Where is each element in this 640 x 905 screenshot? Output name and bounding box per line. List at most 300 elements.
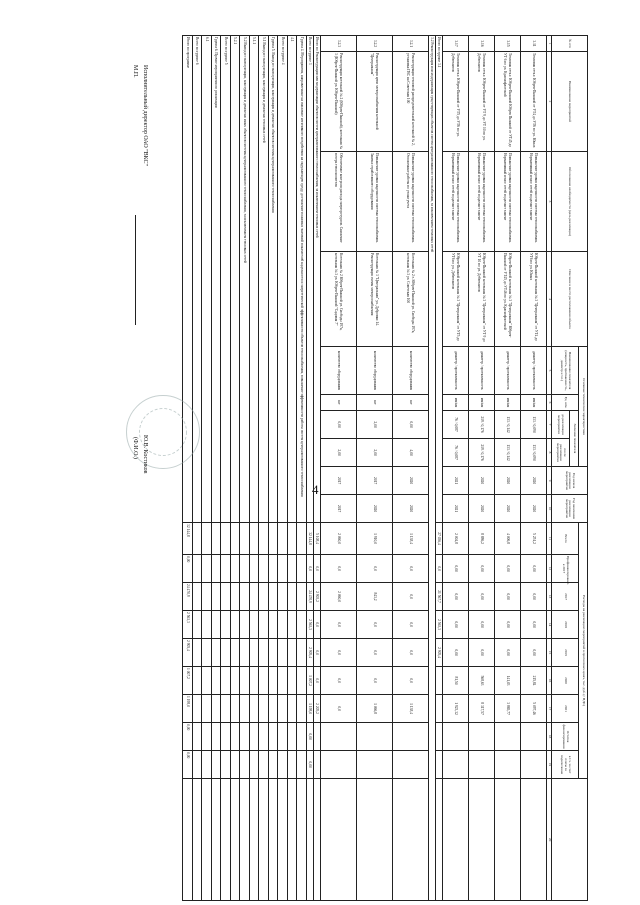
cell-y18: 0,0	[393, 611, 429, 639]
total-paid: 0,0	[436, 555, 443, 583]
cell-where: Юбрея-Пышной котельная № 3 "Центральная" от УТ5 до УТ6 по ул. Дебютантов	[443, 252, 469, 347]
empty-cell	[221, 695, 231, 723]
empty-cell: 0,00	[183, 723, 193, 751]
cell-unit: шт	[357, 395, 393, 411]
empty-cell	[288, 583, 298, 611]
cell-param: диаметр / протяженность	[521, 347, 547, 395]
cell-end: 2021	[443, 495, 469, 523]
total-y19: 2 905,4	[307, 639, 314, 667]
total-conn: 0,00	[307, 751, 314, 779]
empty-cell: 2 905,4	[183, 639, 193, 667]
table-row	[443, 36, 469, 901]
cell-total: 1 910,0	[357, 523, 393, 555]
empty-cell	[288, 555, 298, 583]
empty-cell: 2 563,3	[183, 611, 193, 639]
cell-before: 0,00	[321, 411, 357, 439]
empty-cell	[231, 695, 241, 723]
cell-before: 133 / 0,090	[521, 411, 547, 439]
cell-end: 2020	[521, 495, 547, 523]
empty-cell	[297, 667, 307, 695]
signature-mp: М.П.	[132, 65, 138, 78]
cell-y21: 8 317,57	[469, 695, 495, 723]
cell-spare	[321, 779, 357, 901]
cell-y17: 843,2	[357, 583, 393, 611]
col-number: 9	[547, 467, 552, 495]
total-y20: 1 007,2	[307, 667, 314, 695]
cell-conn	[443, 751, 469, 779]
cell-start: 2017	[321, 467, 357, 495]
empty-cell	[250, 555, 260, 583]
empty-cell	[231, 583, 241, 611]
empty-cell	[183, 779, 193, 901]
empty-cell	[240, 751, 250, 779]
cell-conn	[357, 751, 393, 779]
empty-cell	[221, 583, 231, 611]
empty-cell: 1 198,0	[183, 695, 193, 723]
total-total: 5 108,4	[314, 523, 321, 555]
cell-total: 2 004,8	[443, 523, 469, 555]
cell-name: Реконструкция цепи электроснабжения котельной "Центральная"	[357, 52, 393, 152]
cell-where: Котельная № 3 "Центральная" ул. Дубровки 14. Реконструкция схемы электроснабжения	[357, 252, 393, 347]
empty-section-row	[183, 36, 193, 901]
empty-cell	[259, 611, 269, 639]
empty-cell	[202, 611, 212, 639]
empty-section-label: Группа 6. Прочие мероприятия по реализации	[212, 36, 222, 523]
cell-unit: шт	[321, 395, 357, 411]
total-y20	[436, 667, 443, 695]
cell-y19: 0,0	[321, 639, 357, 667]
empty-cell	[250, 723, 260, 751]
total-total: 32 144,8	[307, 523, 314, 555]
col-number: 1	[547, 36, 552, 52]
cell-start: 2020	[521, 467, 547, 495]
empty-cell	[269, 751, 279, 779]
empty-section-row	[250, 36, 260, 901]
empty-cell	[259, 555, 269, 583]
cell-y21: 3 865,77	[495, 695, 521, 723]
col-total: Всего	[552, 523, 579, 555]
cell-n: 3.15	[495, 36, 521, 52]
cell-after: 4,00	[393, 439, 429, 467]
cell-start: 2020	[469, 467, 495, 495]
empty-cell	[269, 523, 279, 555]
cell-after: 133 / 0,142	[495, 439, 521, 467]
empty-section-row	[240, 36, 250, 901]
col-after: после реализации мероприятия	[552, 439, 570, 467]
empty-cell	[297, 723, 307, 751]
total-conn	[436, 751, 443, 779]
col-number: 13	[547, 583, 552, 611]
cell-where: Котельная № 2 Юбрея-Пышной ул. Свободы 197а, котельная № 3 ул. Юбрея-Пышной "Садовая 7"	[321, 252, 357, 347]
col-number: 17	[547, 695, 552, 723]
total-y17: 21 567,7	[436, 583, 443, 611]
empty-cell	[193, 555, 203, 583]
cell-spare	[521, 779, 547, 901]
cell-end: 2020	[495, 495, 521, 523]
col-number: 18	[547, 723, 552, 751]
cell-param: диаметр / протяженность	[495, 347, 521, 395]
empty-cell	[193, 751, 203, 779]
col-where: Описание и место расположения объекта	[552, 252, 588, 347]
col-rest: Остаток финансирования	[552, 723, 579, 751]
col-group-cost: Расходы на реализацию мероприятий в прогнозных ценах, тыс. руб. (с НДС)	[579, 523, 588, 779]
col-number: 11	[547, 523, 552, 555]
cell-spare	[307, 779, 314, 901]
cell-y19: 0,00	[469, 639, 495, 667]
cell-where: Юбрея-Пышной котельная № 3 "Центральная" от УТ 9 до УТ 10 по ул. Дебютантов	[469, 252, 495, 347]
empty-cell	[250, 779, 260, 901]
empty-cell	[202, 723, 212, 751]
empty-section-row	[231, 36, 241, 901]
col-y20: 2020	[552, 667, 579, 695]
cell-why: Обеспечение контроля расхода энергоресурсов. Снижение потерь теплоносителя	[321, 152, 357, 252]
cell-after: 219 / 0,176	[469, 439, 495, 467]
cell-y20: 568,63	[469, 667, 495, 695]
empty-cell	[259, 695, 269, 723]
empty-cell	[259, 779, 269, 901]
empty-cell	[212, 723, 222, 751]
cell-spare	[393, 779, 429, 901]
table-row	[321, 36, 357, 901]
empty-cell	[269, 611, 279, 639]
total-conn	[314, 751, 321, 779]
total-y18: 2 563,3	[436, 611, 443, 639]
empty-cell	[193, 523, 203, 555]
empty-cell	[259, 639, 269, 667]
cell-start: 2020	[393, 467, 429, 495]
empty-cell	[269, 639, 279, 667]
empty-cell	[231, 523, 241, 555]
empty-cell	[278, 639, 288, 667]
empty-cell	[212, 779, 222, 901]
cell-name: Тепловая сеть г. Юбрея-Пышной Юбрея Пышной от УТ45 до УТ 6 по ул. Краснофлотской	[495, 52, 521, 152]
empty-cell	[288, 723, 298, 751]
empty-cell	[221, 667, 231, 695]
cell-name: Реконструкция котельной № 2 (Юбрея-Пышной), котельная № 3 (Юбрея-Пышной ул. Юбрея-Пышной)	[321, 52, 357, 152]
cell-total: 2 060,0	[321, 523, 357, 555]
col-number: 7	[547, 411, 552, 439]
cell-total: 5 251,2	[521, 523, 547, 555]
empty-cell	[202, 667, 212, 695]
cell-n: 3.11	[521, 36, 547, 52]
empty-cell	[278, 751, 288, 779]
cell-n: 3.2.2	[357, 36, 393, 52]
cell-why: Повышение уровня надежности системы теплоснабжения. Нормативный износ сетей подлежит замене	[495, 152, 521, 252]
cell-end: 2020	[357, 495, 393, 523]
empty-cell	[240, 695, 250, 723]
empty-section-label: Всего по группе 4	[278, 36, 288, 523]
col-number: 16	[547, 667, 552, 695]
empty-cell	[231, 639, 241, 667]
empty-section-label: 5.1 Вывод из эксплуатации, консервация и демонтаж тепловых сетей	[259, 36, 269, 523]
empty-section-row	[278, 36, 288, 901]
empty-section-row	[212, 36, 222, 901]
col-name: Наименование мероприятий	[552, 52, 588, 152]
col-conn: в т.ч. за счет платы за подключение	[552, 751, 579, 779]
empty-cell	[193, 667, 203, 695]
col-group-value: Значение показателя	[570, 411, 579, 467]
total-rest	[436, 723, 443, 751]
cell-unit: мм/км	[443, 395, 469, 411]
cell-start: 2021	[443, 467, 469, 495]
cell-spare	[357, 779, 393, 901]
cell-after: 2,00	[321, 439, 357, 467]
col-number: 8	[547, 439, 552, 467]
cell-where: Котельная № 2 г. Юбрея-Пышной ул. Свободы 197а, котельная № 3 ул. Советская 100	[393, 252, 429, 347]
empty-cell	[212, 523, 222, 555]
cell-y17: 0,0	[393, 583, 429, 611]
cell-before: 219 / 0,176	[469, 411, 495, 439]
cell-y21: 1 138,4	[393, 695, 429, 723]
empty-cell	[278, 523, 288, 555]
empty-cell	[288, 611, 298, 639]
empty-cell	[212, 555, 222, 583]
cell-name: Тепловая сеть г. Юбрея-Пышной от УТ 9 до УТ 10 по ул. Дебютантов	[469, 52, 495, 152]
empty-cell	[259, 751, 269, 779]
total-row	[314, 36, 321, 901]
table-row	[357, 36, 393, 901]
col-start: Год начала реализации мероприятия	[552, 467, 588, 495]
cell-y19: 0,00	[495, 639, 521, 667]
cell-y17: 0,00	[469, 583, 495, 611]
empty-cell	[250, 611, 260, 639]
empty-cell	[297, 695, 307, 723]
col-group-main: Основные технические характеристики	[579, 347, 588, 467]
empty-cell	[278, 695, 288, 723]
empty-section-row	[269, 36, 279, 901]
total-row	[307, 36, 314, 901]
empty-cell	[240, 639, 250, 667]
total-y20: 0,0	[314, 667, 321, 695]
cell-rest	[321, 723, 357, 751]
empty-cell	[259, 523, 269, 555]
empty-cell	[259, 583, 269, 611]
cell-before: 0,00	[393, 411, 429, 439]
cell-after: 76 / 0,087	[443, 439, 469, 467]
cell-y20: 141,03	[495, 667, 521, 695]
empty-cell	[231, 667, 241, 695]
cell-conn	[469, 751, 495, 779]
total-y19: 0,0	[314, 639, 321, 667]
total-label: Всего по группе 3	[307, 36, 314, 523]
signature-position: Исполнительный директор ОАО "ВКС"	[142, 65, 148, 166]
cell-n: 3.17	[443, 36, 469, 52]
cell-before: 2,00	[357, 411, 393, 439]
cell-start: 2017	[357, 467, 393, 495]
col-y19: 2019	[552, 639, 579, 667]
cell-n: 3.16	[469, 36, 495, 52]
cell-y21: 1 066,8	[357, 695, 393, 723]
cell-y20: 0,0	[321, 667, 357, 695]
cell-after: 2,00	[357, 439, 393, 467]
cell-y21: 5 097,46	[521, 695, 547, 723]
cell-param: количество оборудования	[393, 347, 429, 395]
total-y17: 24 470,9	[307, 583, 314, 611]
empty-cell	[193, 611, 203, 639]
signature-line	[135, 215, 142, 325]
cell-paid: 0,00	[443, 555, 469, 583]
cell-why: Повышение уровня надежности системы теплоснабжения. Нормативный износ сетей подлежит замене	[443, 152, 469, 252]
empty-section-label: Группа 5. Вывод из эксплуатации, консервация и демонтаж объектов системы централизованного теплоснабжения	[269, 36, 279, 523]
empty-cell	[231, 779, 241, 901]
table-row	[393, 36, 429, 901]
cell-end: 2020	[393, 495, 429, 523]
col-number: 19	[547, 751, 552, 779]
empty-cell	[202, 523, 212, 555]
empty-cell	[250, 695, 260, 723]
col-y18: 2018	[552, 611, 579, 639]
cell-why: Повышение уровня надежности системы теплоснабжения. Отложенные работы по узлам учета	[393, 152, 429, 252]
empty-cell	[288, 667, 298, 695]
empty-cell: 0,00	[183, 751, 193, 779]
cell-y17: 0,00	[495, 583, 521, 611]
empty-cell	[297, 583, 307, 611]
empty-cell	[297, 523, 307, 555]
cell-spare	[443, 779, 469, 901]
total-y21	[436, 695, 443, 723]
empty-cell	[212, 751, 222, 779]
empty-cell	[259, 723, 269, 751]
cell-unit: мм/км	[495, 395, 521, 411]
empty-section-label: Всего по группе 6	[193, 36, 203, 523]
empty-cell	[212, 611, 222, 639]
cell-n: 3.2.3	[321, 36, 357, 52]
total-label: Итого по группе 3.1	[436, 36, 443, 523]
empty-cell: 0,00	[183, 555, 193, 583]
empty-cell	[202, 639, 212, 667]
empty-cell	[231, 723, 241, 751]
col-number: 12	[547, 555, 552, 583]
cell-name: Реконструкция тепловой распределительной котельной № 2, установка ГВС на Советская 100	[393, 52, 429, 152]
empty-cell	[240, 723, 250, 751]
cell-before: 133 / 0,142	[495, 411, 521, 439]
table-row	[469, 36, 495, 901]
cell-y20: 0,0	[357, 667, 393, 695]
empty-cell	[240, 583, 250, 611]
cell-param: диаметр / протяженность	[443, 347, 469, 395]
empty-cell	[202, 555, 212, 583]
empty-section-row	[221, 36, 231, 901]
cell-y17: 2 060,0	[321, 583, 357, 611]
empty-section-row	[297, 36, 307, 901]
total-paid: 0,0	[307, 555, 314, 583]
empty-cell	[240, 523, 250, 555]
empty-section-label: 5.2.1	[231, 36, 241, 523]
investment-table	[118, 35, 588, 900]
cell-paid: 0,0	[393, 555, 429, 583]
empty-cell	[297, 555, 307, 583]
total-rest	[314, 723, 321, 751]
empty-cell	[278, 779, 288, 901]
empty-cell	[202, 779, 212, 901]
empty-cell	[269, 583, 279, 611]
cell-why: Повышение уровня надежности системы теплоснабжения. Нормативный износ сетей подлежит замене	[521, 152, 547, 252]
col-paid: Профинансировано к 2017	[552, 555, 579, 583]
cell-unit: мм/км	[521, 395, 547, 411]
cell-param: количество оборудования	[357, 347, 393, 395]
total-y17: 2 903,2	[314, 583, 321, 611]
cell-y20: 215,84	[521, 667, 547, 695]
col-number: 6	[547, 395, 552, 411]
cell-param: количество оборудования	[321, 347, 357, 395]
page-number: 4	[312, 482, 319, 497]
empty-cell	[288, 523, 298, 555]
cell-y21: 0,0	[321, 695, 357, 723]
cell-y18: 0,0	[357, 611, 393, 639]
col-end: Год окончания реализации мероприятия	[552, 495, 588, 523]
empty-section-label: 5.2 Вывод из эксплуатации, консервация и демонтаж иных объектов системы централизованного теплоснабжения, за исключением тепловых сетей	[240, 36, 250, 523]
empty-cell	[240, 611, 250, 639]
empty-section-row	[193, 36, 203, 901]
cell-conn	[521, 751, 547, 779]
cell-n: 3.2.1	[393, 36, 429, 52]
cell-spare	[469, 779, 495, 901]
cell-rest	[443, 723, 469, 751]
empty-cell	[250, 751, 260, 779]
total-y18: 2 563,3	[307, 611, 314, 639]
cell-total: 4 006,8	[495, 523, 521, 555]
empty-cell	[212, 667, 222, 695]
empty-cell	[221, 723, 231, 751]
empty-section-row	[202, 36, 212, 901]
empty-cell	[297, 611, 307, 639]
cell-after: 133 / 0,090	[521, 439, 547, 467]
cell-conn	[393, 751, 429, 779]
empty-cell	[297, 639, 307, 667]
empty-cell	[250, 667, 260, 695]
col-number: 15	[547, 639, 552, 667]
empty-cell	[269, 695, 279, 723]
empty-cell	[193, 639, 203, 667]
empty-cell	[278, 723, 288, 751]
total-label: Итого по Реконструкции или модернизации объектов систем централизованного теплоснабжения, за исключением тепловых сетей	[314, 36, 321, 523]
empty-section-row	[288, 36, 298, 901]
empty-cell	[297, 751, 307, 779]
section-row	[429, 36, 436, 901]
cell-y17: 0,00	[521, 583, 547, 611]
col-unit: Ед. изм.	[552, 395, 579, 411]
section-title: 3.2 Реконструкция или модернизация существующих объектов систем централизованного теплоснабжения, за исключением тепловых сетей	[429, 36, 436, 901]
empty-cell: 1 007,2	[183, 667, 193, 695]
cell-y19: 0,00	[443, 639, 469, 667]
empty-cell	[231, 611, 241, 639]
cell-rest	[393, 723, 429, 751]
col-number: 4	[547, 252, 552, 347]
cell-paid: 0,0	[357, 555, 393, 583]
cell-y20: 0,0	[393, 667, 429, 695]
table-row	[521, 36, 547, 901]
col-why: Обоснование необходимости (цель реализации)	[552, 152, 588, 252]
cell-before: 76 / 0,087	[443, 411, 469, 439]
col-number: 14	[547, 611, 552, 639]
empty-cell	[193, 723, 203, 751]
cell-start: 2020	[495, 467, 521, 495]
cell-y18: 0,0	[321, 611, 357, 639]
cell-conn	[495, 751, 521, 779]
cell-rest	[357, 723, 393, 751]
col-number: 10	[547, 495, 552, 523]
col-y21: 2021	[552, 695, 579, 723]
empty-section-label: 6.1	[202, 36, 212, 523]
cell-spare	[436, 779, 443, 901]
cell-unit: мм/км	[469, 395, 495, 411]
col-n: № п/п	[552, 36, 588, 52]
empty-section-label: 4.1	[288, 36, 298, 523]
empty-section-label: Итого по программе	[183, 36, 193, 523]
empty-cell	[288, 751, 298, 779]
col-param: Наименование показателя (мощность, протяженность, диаметр и т.п.)	[552, 347, 579, 395]
empty-cell	[221, 555, 231, 583]
